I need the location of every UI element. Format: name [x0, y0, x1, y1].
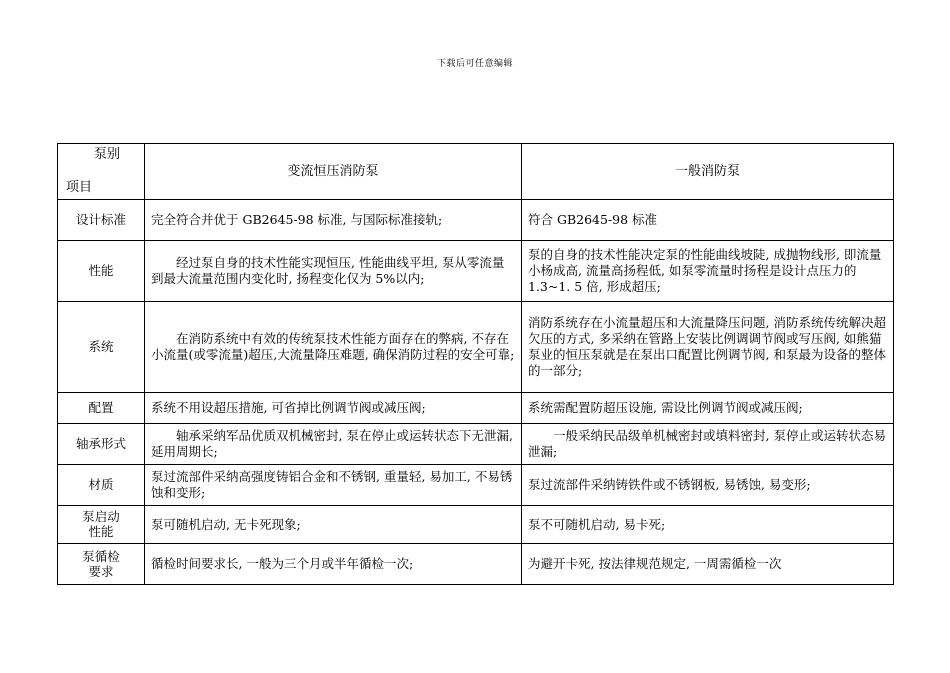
corner-bottom-label: 项目	[66, 180, 93, 195]
table-row	[58, 506, 894, 544]
table-cell: 泵可随机启动, 无卡死现象;	[145, 506, 522, 544]
row-label	[58, 506, 145, 544]
row-label-line: 泵循检	[82, 548, 120, 564]
row-label: 配置	[58, 393, 145, 424]
table-cell: 系统不用设超压措施, 可省掉比例调节阀或减压阀;	[145, 393, 522, 424]
row-label: 设计标准	[58, 200, 145, 241]
table-cell: 为避开卡死, 按法律规范规定, 一周需循检一次	[522, 544, 894, 585]
table-cell: 消防系统存在小流量超压和大流量降压问题, 消防系统传统解决超欠压的方式, 多采纳在管路上安装比例调调节阀或写压阀, 如熊猫泵业的恒压泵就是在泵出口配置比例调节阀, 和泵最为设备的整体的一部分;	[522, 302, 894, 393]
row-label: 轴承形式	[58, 424, 145, 465]
table-cell: 完全符合并优于 GB2645-98 标准, 与国际标准接轨;	[145, 200, 522, 241]
row-label-line: 性能	[88, 524, 114, 539]
row-label	[58, 544, 145, 585]
table-row	[58, 465, 894, 506]
table-cell: 泵不可随机启动, 易卡死;	[522, 506, 894, 544]
corner-header-cell	[58, 144, 145, 200]
corner-top-label: 泵别	[94, 147, 121, 162]
table-cell: 泵过流部件采纳铸铁件或不锈钢板, 易锈蚀, 易变形;	[522, 465, 894, 506]
row-label: 性能	[58, 241, 145, 302]
row-label: 系统	[58, 302, 145, 393]
row-label-line: 泵启动	[82, 509, 120, 524]
table-cell: 系统需配置防超压设施, 需设比例调节阀或减压阀;	[522, 393, 894, 424]
row-label-line: 要求	[88, 563, 114, 579]
table-header-row	[58, 144, 894, 200]
table-cell: 一般采纳民品级单机械密封或填料密封, 泵停止或运转状态易泄漏;	[522, 424, 894, 465]
table-row	[58, 393, 894, 424]
table-row	[58, 544, 894, 585]
table-row	[58, 200, 894, 241]
table-row	[58, 241, 894, 302]
table-cell: 经过泵自身的技术性能实现恒压, 性能曲线平坦, 泵从零流量到最大流量范围内变化时, 扬程变化仅为 5%以内;	[145, 241, 522, 302]
table-cell: 泵的自身的技术性能决定泵的性能曲线坡陡, 成抛物线形, 即流量小杨成高, 流量高扬程低, 如泵零流量时扬程是设计点压力的 1.3~1. 5 倍, 形成超压;	[522, 241, 894, 302]
table-row	[58, 302, 894, 393]
table-cell: 符合 GB2645-98 标准	[522, 200, 894, 241]
table-cell: 泵过流部件采纳高强度铸铝合金和不锈钢, 重量轻, 易加工, 不易锈蚀和变形;	[145, 465, 522, 506]
column-header-variable-pump: 变流恒压消防泵	[145, 144, 522, 200]
row-label: 材质	[58, 465, 145, 506]
comparison-table	[57, 143, 894, 585]
table-row	[58, 424, 894, 465]
table-cell: 循检时间要求长, 一般为三个月或半年循检一次;	[145, 544, 522, 585]
table-cell: 轴承采纳军品优质双机械密封, 泵在停止或运转状态下无泄漏, 延用周期长;	[145, 424, 522, 465]
column-header-general-pump: 一般消防泵	[522, 144, 894, 200]
table-cell: 在消防系统中有效的传统泵技术性能方面存在的弊病, 不存在小流量(或零流量)超压,大流量降压难题, 确保消防过程的安全可靠;	[145, 302, 522, 393]
page-header-note: 下载后可任意编辑	[436, 59, 513, 69]
